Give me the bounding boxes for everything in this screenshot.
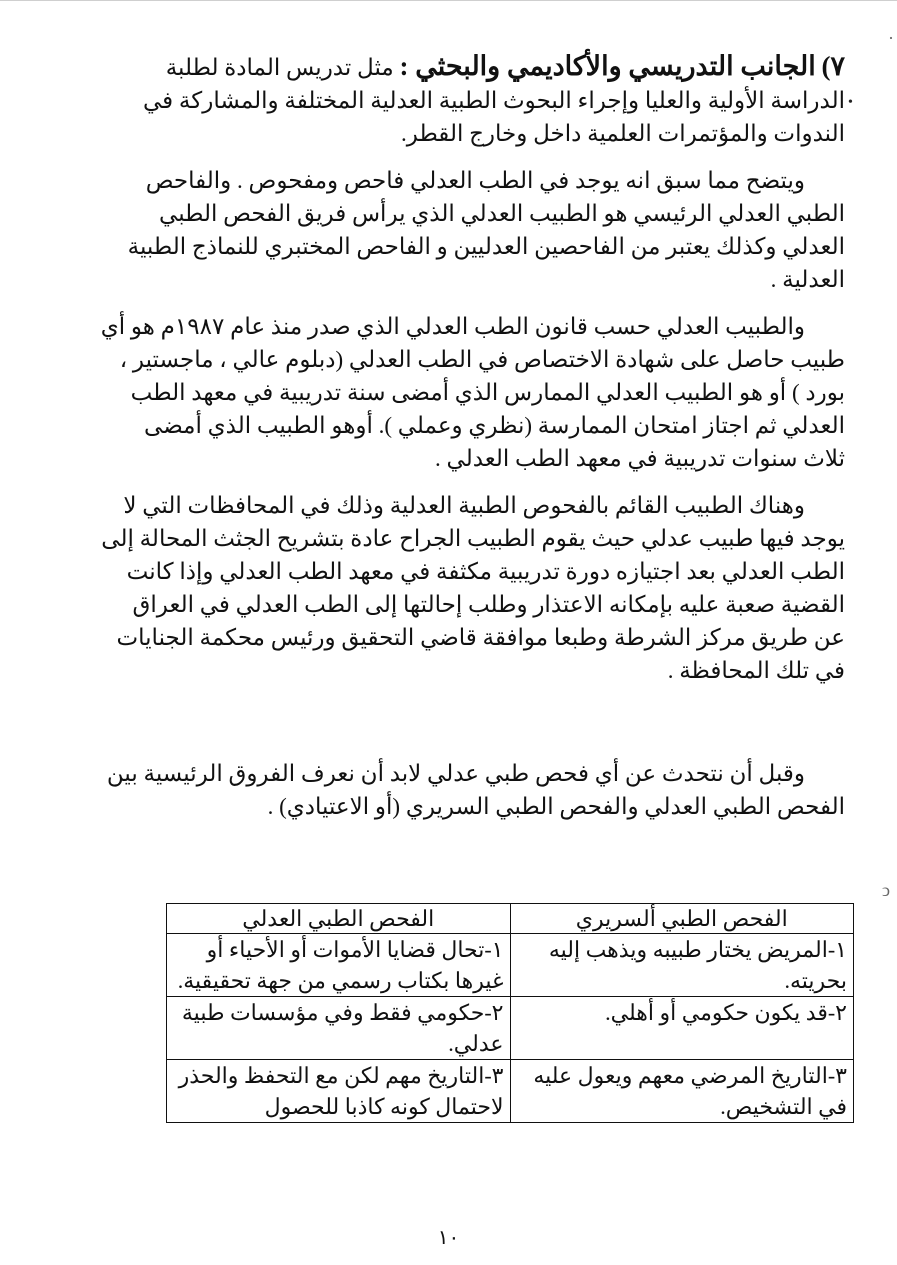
header-forensic: الفحص الطبي العدلي (167, 904, 511, 934)
document-body (100, 50, 845, 823)
paragraph-differences-intro: وقبل أن نتحدث عن أي فحص طبي عدلي لابد أن نعرف الفروق الرئيسية بين الفحص الطبي العدلي والفحص الطبي السريري (أو الاعتيادي) . (106, 761, 845, 819)
cell-clinical: ٢-قد يكون حكومي أو أهلي. (510, 997, 854, 1060)
page-number: ١٠ (437, 1227, 460, 1249)
cell-clinical: ٣-التاريخ المرضي معهم ويعول عليه في التشخيص. (510, 1060, 854, 1123)
heading-title: الجانب التدريسي والأكاديمي والبحثي : (399, 51, 816, 81)
table-header-row (167, 904, 854, 934)
heading-continuation: الدراسة الأولية والعليا وإجراء البحوث الطبية العدلية المختلفة والمشاركة في الندوات والمؤتمرات العلمية داخل وخارج القطر. (143, 88, 845, 146)
table-row (167, 1060, 854, 1123)
table-row (167, 934, 854, 997)
cell-forensic: ٣-التاريخ مهم لكن مع التحفظ والحذر لاحتمال كونه كاذبا للحصول (167, 1060, 511, 1123)
cell-clinical: ١-المريض يختار طبيبه ويذهب إليه بحريته. (510, 934, 854, 997)
paragraph-examiner: ويتضح مما سبق انه يوجد في الطب العدلي فاحص ومفحوص . والفاحص الطبي العدلي الرئيسي هو الطبيب العدلي الذي يرأس فريق الفحص الطبي العدلي وكذلك يعتبر من الفاحصين العدليين و الفاحص المختبري للنماذج الطبية العدلية . (127, 168, 845, 292)
heading-number: ٧) (821, 51, 845, 81)
heading-lead: مثل تدريس المادة لطلبة (165, 55, 394, 80)
top-edge-rule (0, 0, 897, 1)
header-clinical: الفحص الطبي ألسريري (510, 904, 854, 934)
cell-forensic: ١-تحال قضايا الأموات أو الأحياء أو غيرها بكتاب رسمي من جهة تحقيقية. (167, 934, 511, 997)
comparison-table (166, 903, 854, 1123)
paragraph-forensic-doctor: والطبيب العدلي حسب قانون الطب العدلي الذي صدر منذ عام ١٩٨٧م هو أي طبيب حاصل على شهادة الاختصاص في الطب العدلي (دبلوم عالي ، ماجستير ، بورد ) أو هو الطبيب العدلي الممارس الذي أمضى سنة تدريبية في معهد الطب العدلي ثم اجتاز امتحان الممارسة (نظري وعملي ). أوهو الطبيب الذي أمضى ثلاث سنوات تدريبية في معهد الطب العدلي . (100, 314, 845, 471)
table-row (167, 997, 854, 1060)
margin-mark: ↄ (882, 880, 890, 900)
bullet-mark: • (848, 95, 853, 110)
paragraph-surgeon-examiner: وهناك الطبيب القائم بالفحوص الطبية العدلية وذلك في المحافظات التي لا يوجد فيها طبيب عدلي حيث يقوم الطبيب الجراح عادة بتشريح الجثث المحالة إلى الطب العدلي بعد اجتيازه دورة تدريبية مكثفة في معهد الطب العدلي وإذا كانت القضية صعبة عليه بإمكانه الاعتذار وطلب إحالتها إلى الطب العدلي في العراق عن طريق مركز الشرطة وطبعا موافقة قاضي التحقيق ورئيس محكمة الجنايات في تلك المحافظة . (101, 493, 845, 683)
cell-forensic: ٢-حكومي فقط وفي مؤسسات طبية عدلي. (167, 997, 511, 1060)
section-heading (100, 50, 845, 150)
margin-dot: · (888, 28, 894, 48)
